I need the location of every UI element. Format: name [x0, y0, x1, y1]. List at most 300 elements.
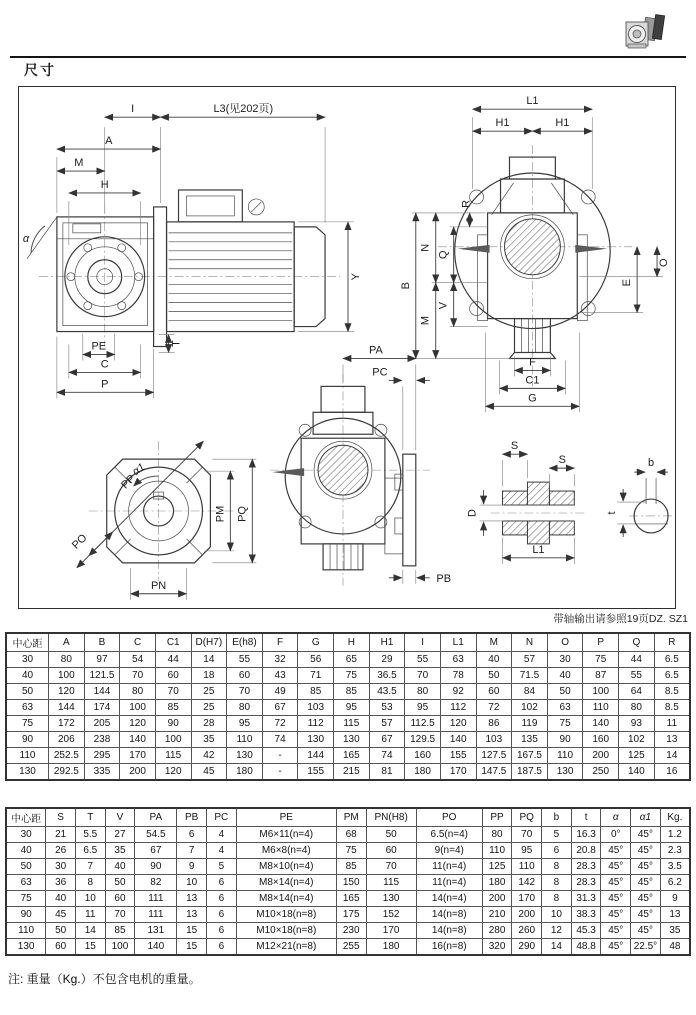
table-cell: 170	[120, 748, 156, 764]
dim-label-s-right: S	[558, 454, 566, 467]
table-cell: 40	[476, 652, 512, 668]
table-cell: 35	[105, 843, 135, 859]
dim-label-l1-shaft: L1	[532, 543, 545, 556]
table-cell: 110	[547, 748, 583, 764]
table-cell: 11	[654, 716, 690, 732]
table-cell: 80	[405, 684, 441, 700]
table-cell: 85	[155, 700, 191, 716]
table-cell: 30	[547, 652, 583, 668]
table-cell: 25	[191, 700, 227, 716]
table-row	[6, 668, 690, 684]
table-row	[6, 907, 690, 923]
table-cell: 31.3	[571, 891, 601, 907]
table-row	[6, 732, 690, 748]
table-cell: 40	[105, 859, 135, 875]
table-cell: 28.3	[571, 875, 601, 891]
table-row	[6, 652, 690, 668]
dim-label-m: M	[74, 157, 84, 170]
table-cell: 68	[336, 827, 366, 843]
table-cell: 55	[405, 652, 441, 668]
table-cell: 180	[482, 875, 512, 891]
table-row	[6, 923, 690, 939]
table-cell: 90	[547, 732, 583, 748]
view-keyway-detail	[606, 457, 673, 537]
table-cell: 28.3	[571, 859, 601, 875]
table-cell: 90	[155, 716, 191, 732]
table-cell: 155	[440, 748, 476, 764]
table-cell: 115	[155, 748, 191, 764]
table-cell: 56	[298, 652, 334, 668]
table-cell: 45	[46, 907, 76, 923]
table-cell: 54.5	[135, 827, 177, 843]
dim-label-c: C	[100, 358, 109, 371]
table-cell: 54	[120, 652, 156, 668]
dim-label-pb: PB	[436, 572, 452, 585]
column-header: PC	[207, 808, 237, 827]
table-cell: M6×8(n=4)	[236, 843, 336, 859]
table-cell: 11(n=4)	[416, 859, 482, 875]
table-cell: 50	[46, 923, 76, 939]
column-header: D(H7)	[191, 633, 227, 652]
table-cell: 100	[583, 684, 619, 700]
table-row	[6, 843, 690, 859]
table-cell: 11(n=4)	[416, 875, 482, 891]
table-cell: 82	[135, 875, 177, 891]
dim-label-m2: M	[419, 316, 432, 326]
table-cell: 5	[542, 827, 572, 843]
table-cell: 75	[6, 716, 49, 732]
table-row	[6, 684, 690, 700]
table-cell: 90	[6, 732, 49, 748]
table-cell: 45.3	[571, 923, 601, 939]
column-header: I	[405, 633, 441, 652]
table-cell: 45°	[631, 843, 661, 859]
table-cell: 111	[135, 907, 177, 923]
dim-label-b-small: b	[648, 457, 655, 470]
table-cell: 71.5	[512, 668, 548, 684]
table-cell: 140	[619, 764, 655, 781]
table-cell: 167.5	[512, 748, 548, 764]
table-cell: 292.5	[49, 764, 85, 781]
table-cell: 21	[46, 827, 76, 843]
table-cell: 103	[298, 700, 334, 716]
table-cell: 44	[619, 652, 655, 668]
table-cell: 48.8	[571, 939, 601, 956]
column-header: C1	[155, 633, 191, 652]
table-cell: 4	[207, 827, 237, 843]
table-cell: 60	[155, 668, 191, 684]
table-cell: 200	[583, 748, 619, 764]
table-cell: 16.3	[571, 827, 601, 843]
table-cell: 86	[476, 716, 512, 732]
shaft-output-note: 带轴输出请参照19页DZ. SZ1	[553, 613, 688, 625]
table-cell: 6	[207, 875, 237, 891]
view-front-elevation	[400, 95, 670, 412]
table-cell: 130	[547, 764, 583, 781]
table-cell: 74	[369, 748, 405, 764]
table-cell: 187.5	[512, 764, 548, 781]
dim-label-e: E	[621, 279, 634, 287]
dim-label-f: F	[529, 356, 536, 369]
table-cell: 14	[191, 652, 227, 668]
view-side-elevation	[23, 102, 362, 398]
table-cell: 180	[227, 764, 263, 781]
header-divider	[10, 56, 686, 58]
table-cell: 135	[512, 732, 548, 748]
column-header: P	[583, 633, 619, 652]
table-cell: 85	[334, 684, 370, 700]
table-cell: 130	[298, 732, 334, 748]
table-cell: 175	[336, 907, 366, 923]
table-cell: 144	[84, 684, 120, 700]
dim-label-g: G	[528, 392, 537, 405]
table-cell: 112.5	[405, 716, 441, 732]
table-row	[6, 859, 690, 875]
table-cell: 35	[191, 732, 227, 748]
table-cell: 78	[440, 668, 476, 684]
table-cell: 70	[105, 907, 135, 923]
table-cell: 55	[227, 652, 263, 668]
table-cell: 92	[440, 684, 476, 700]
table-cell: 15	[177, 939, 207, 956]
table-cell: 11	[75, 907, 105, 923]
table-cell: 75	[6, 891, 46, 907]
dim-label-o: O	[658, 258, 671, 268]
table-cell: 63	[6, 700, 49, 716]
dim-label-l3: L3(见202页)	[213, 103, 274, 116]
column-header: H	[334, 633, 370, 652]
table-cell: 144	[49, 700, 85, 716]
table-cell: 40	[46, 891, 76, 907]
table-cell: 50	[105, 875, 135, 891]
dim-label-n: N	[419, 243, 432, 252]
table-cell: -	[262, 748, 298, 764]
table-cell: 45°	[601, 875, 631, 891]
table-header-row	[6, 633, 690, 652]
table-row	[6, 891, 690, 907]
dim-label-h1-right: H1	[555, 117, 570, 130]
column-header: F	[262, 633, 298, 652]
table-cell: 14	[542, 939, 572, 956]
column-header: T	[75, 808, 105, 827]
table-cell: 57	[369, 716, 405, 732]
table-row	[6, 700, 690, 716]
table-cell: 30	[6, 652, 49, 668]
table-cell: 8	[542, 859, 572, 875]
table-cell: 130	[6, 764, 49, 781]
table-cell: 75	[334, 668, 370, 684]
table-cell: 12	[542, 923, 572, 939]
table-cell: 320	[482, 939, 512, 956]
dim-label-l1: L1	[526, 95, 539, 108]
table-cell: 45°	[601, 843, 631, 859]
table-cell: 29	[369, 652, 405, 668]
dim-label-pn: PN	[150, 579, 167, 592]
table-cell: 127.5	[476, 748, 512, 764]
table-cell: 9	[177, 859, 207, 875]
table-cell: 45°	[601, 859, 631, 875]
table-cell: 110	[6, 748, 49, 764]
table-cell: 172	[49, 716, 85, 732]
table-cell: 42	[191, 748, 227, 764]
dim-label-alpha: α	[22, 232, 30, 245]
table-cell: 45°	[631, 923, 661, 939]
dim-label-y: Y	[349, 273, 362, 281]
table-cell: 97	[84, 652, 120, 668]
table-row	[6, 716, 690, 732]
dim-label-h: H	[100, 178, 109, 191]
table-cell: 90	[135, 859, 177, 875]
table-cell: 95	[405, 700, 441, 716]
table-cell: 290	[512, 939, 542, 956]
table-cell: 252.5	[49, 748, 85, 764]
table-cell: 6.5(n=4)	[416, 827, 482, 843]
table-cell: 45°	[631, 875, 661, 891]
column-header: V	[105, 808, 135, 827]
table-cell: 95	[334, 700, 370, 716]
table-cell: 45°	[631, 907, 661, 923]
table-cell: 6.2	[660, 875, 690, 891]
table-cell: M10×18(n=8)	[236, 907, 336, 923]
table-cell: 8	[75, 875, 105, 891]
table-cell: 4	[207, 843, 237, 859]
dim-label-pa: PA	[369, 344, 383, 357]
table-cell: 6.5	[75, 843, 105, 859]
table-cell: 75	[547, 716, 583, 732]
table-cell: 170	[366, 923, 416, 939]
table-cell: M8×10(n=4)	[236, 859, 336, 875]
table-cell: 120	[155, 764, 191, 781]
dim-label-pc: PC	[372, 366, 388, 379]
table-cell: 50	[547, 684, 583, 700]
table-cell: 119	[512, 716, 548, 732]
table-cell: 55	[619, 668, 655, 684]
table-cell: 13	[177, 907, 207, 923]
dimension-table-1	[5, 632, 691, 781]
table-cell: 15	[177, 923, 207, 939]
table-cell: 50	[6, 859, 46, 875]
table-cell: 170	[512, 891, 542, 907]
table-cell: 295	[84, 748, 120, 764]
view-rear-elevation	[270, 344, 451, 585]
table-cell: 93	[619, 716, 655, 732]
table-cell: 150	[336, 875, 366, 891]
table-cell: 112	[298, 716, 334, 732]
table-cell: 22.5°	[631, 939, 661, 956]
table-cell: 125	[482, 859, 512, 875]
table-cell: 30	[6, 827, 46, 843]
table-cell: 10	[75, 891, 105, 907]
table-cell: 80	[227, 700, 263, 716]
table-cell: 6	[542, 843, 572, 859]
dim-label-i: I	[131, 103, 135, 116]
table-cell: 60	[105, 891, 135, 907]
table-cell: 100	[105, 939, 135, 956]
table-cell: 74	[262, 732, 298, 748]
table-cell: 9	[660, 891, 690, 907]
table-cell: 72	[262, 716, 298, 732]
table-cell: 50	[366, 827, 416, 843]
column-header: PM	[336, 808, 366, 827]
table-cell: 70	[155, 684, 191, 700]
column-header: O	[547, 633, 583, 652]
table-cell: 130	[366, 891, 416, 907]
table-cell: 30	[46, 859, 76, 875]
table-cell: 71	[298, 668, 334, 684]
table-cell: 115	[334, 716, 370, 732]
table-cell: 110	[6, 923, 46, 939]
table-cell: 45	[191, 764, 227, 781]
table-cell: 102	[512, 700, 548, 716]
table-cell: 16	[654, 764, 690, 781]
column-header: PE	[236, 808, 336, 827]
table-cell: 13	[654, 732, 690, 748]
table-cell: 43.5	[369, 684, 405, 700]
table-cell: 18	[191, 668, 227, 684]
table-cell: 5.5	[75, 827, 105, 843]
table-cell: 80	[482, 827, 512, 843]
table-cell: 180	[405, 764, 441, 781]
column-header: b	[542, 808, 572, 827]
table-cell: 75	[336, 843, 366, 859]
dim-label-d: D	[466, 509, 479, 517]
table-cell: 6.5	[654, 652, 690, 668]
table-cell: 45°	[631, 827, 661, 843]
column-header: L1	[440, 633, 476, 652]
table-cell: 102	[619, 732, 655, 748]
table-cell: M8×14(n=4)	[236, 891, 336, 907]
worm-gearbox-thumbnail-icon	[620, 12, 668, 54]
table-cell: 120	[120, 716, 156, 732]
table-cell: 2.3	[660, 843, 690, 859]
table-cell: 15	[75, 939, 105, 956]
table-cell: M8×14(n=4)	[236, 875, 336, 891]
dim-label-pm: PM	[214, 505, 227, 523]
table-cell: 49	[262, 684, 298, 700]
dimension-table-2	[5, 807, 691, 956]
dim-label-s-left: S	[510, 440, 519, 453]
view-hollow-shaft-detail	[467, 440, 587, 564]
dim-label-alpha1: α1	[130, 461, 148, 479]
column-header: 中心距	[6, 633, 49, 652]
table-cell: 155	[298, 764, 334, 781]
table-cell: 70	[405, 668, 441, 684]
product-photo	[620, 12, 668, 54]
column-header: α1	[631, 808, 661, 827]
table-cell: 147.5	[476, 764, 512, 781]
column-header: B	[84, 633, 120, 652]
table-cell: 45°	[631, 891, 661, 907]
column-header: PN(H8)	[366, 808, 416, 827]
table-cell: 36.5	[369, 668, 405, 684]
table-cell: 5	[207, 859, 237, 875]
column-header: A	[49, 633, 85, 652]
table-cell: 7	[177, 843, 207, 859]
table-cell: 0°	[601, 827, 631, 843]
table-cell: 44	[155, 652, 191, 668]
table-cell: 67	[262, 700, 298, 716]
table-cell: M10×18(n=8)	[236, 923, 336, 939]
table-cell: 130	[227, 748, 263, 764]
table-cell: 63	[547, 700, 583, 716]
table-cell: M12×21(n=8)	[236, 939, 336, 956]
table-cell: 6	[207, 907, 237, 923]
table-cell: 140	[120, 732, 156, 748]
table-cell: 90	[6, 907, 46, 923]
table-cell: 60	[366, 843, 416, 859]
table-cell: 40	[6, 668, 49, 684]
table-cell: 60	[227, 668, 263, 684]
table-cell: 45°	[601, 907, 631, 923]
column-header: M	[476, 633, 512, 652]
table-cell: 6	[207, 939, 237, 956]
table-cell: M6×11(n=4)	[236, 827, 336, 843]
table-cell: 255	[336, 939, 366, 956]
table-cell: 85	[105, 923, 135, 939]
dim-label-b: B	[399, 282, 412, 290]
table-cell: 112	[440, 700, 476, 716]
table-cell: 67	[135, 843, 177, 859]
table-row	[6, 875, 690, 891]
table-cell: 75	[583, 652, 619, 668]
column-header: Kg.	[660, 808, 690, 827]
table-cell: 13	[660, 907, 690, 923]
table-cell: 130	[6, 939, 46, 956]
table-header-row	[6, 808, 690, 827]
table-cell: 45°	[601, 939, 631, 956]
table-cell: 165	[334, 748, 370, 764]
table-cell: 45°	[631, 859, 661, 875]
table-cell: 16(n=8)	[416, 939, 482, 956]
table-row	[6, 827, 690, 843]
table-cell: 36	[46, 875, 76, 891]
table-cell: 6	[207, 923, 237, 939]
dim-label-c1: C1	[525, 374, 540, 387]
page-header	[0, 0, 696, 86]
column-header: 中心距	[6, 808, 46, 827]
table-cell: 80	[49, 652, 85, 668]
table-cell: 7	[75, 859, 105, 875]
table-cell: 70	[512, 827, 542, 843]
table-cell: 238	[84, 732, 120, 748]
table-cell: 35	[660, 923, 690, 939]
table-cell: 129.5	[405, 732, 441, 748]
column-header: PA	[135, 808, 177, 827]
table-cell: 60	[476, 684, 512, 700]
table-cell: 70	[120, 668, 156, 684]
table-cell: 9(n=4)	[416, 843, 482, 859]
weight-note: 注: 重量（Kg.）不包含电机的重量。	[8, 972, 201, 986]
table-cell: 85	[298, 684, 334, 700]
table-cell: 120	[49, 684, 85, 700]
table-cell: 121.5	[84, 668, 120, 684]
column-header: t	[571, 808, 601, 827]
table-cell: 200	[120, 764, 156, 781]
table-cell: 6	[177, 827, 207, 843]
table-row	[6, 939, 690, 956]
table-cell: 335	[84, 764, 120, 781]
table-cell: 80	[619, 700, 655, 716]
dim-label-pp: PP	[119, 472, 138, 492]
table-cell: 63	[6, 875, 46, 891]
dim-label-a: A	[105, 135, 113, 148]
table-cell: -	[262, 764, 298, 781]
column-header: E(h8)	[227, 633, 263, 652]
column-header: α	[601, 808, 631, 827]
table-cell: 14(n=4)	[416, 891, 482, 907]
column-header: N	[512, 633, 548, 652]
table-cell: 87	[583, 668, 619, 684]
